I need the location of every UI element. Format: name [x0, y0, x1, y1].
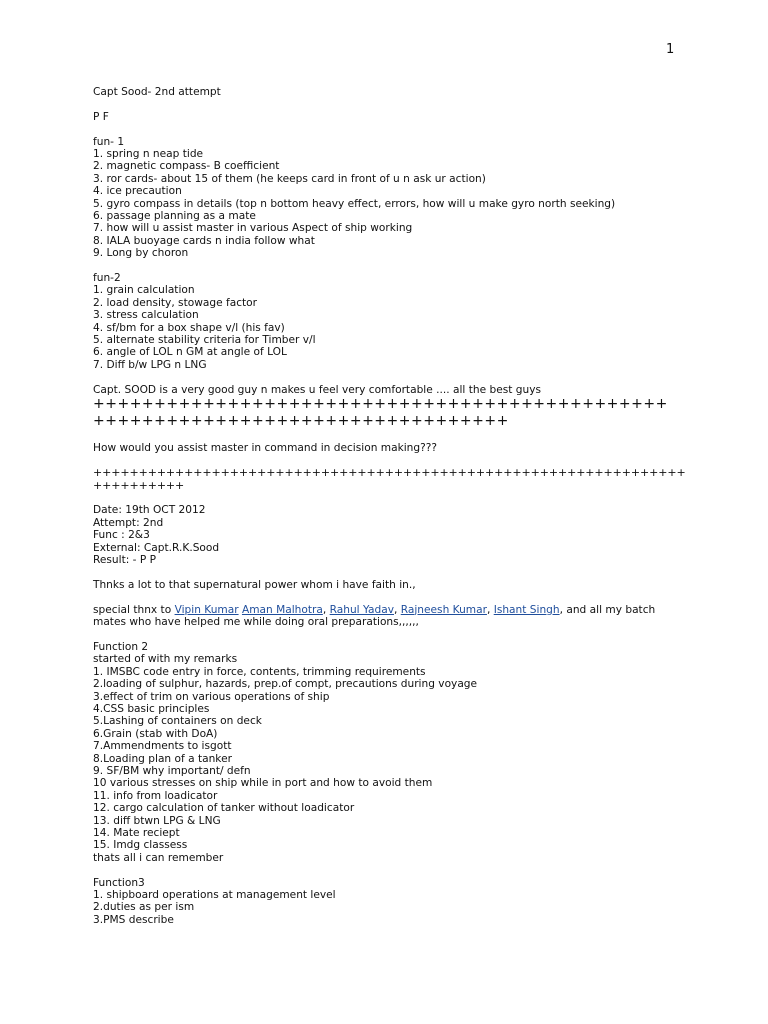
pf-line: P F	[93, 110, 109, 123]
plus-divider: ++++++++++	[93, 478, 185, 492]
special-thanks-prefix: special thnx to	[93, 603, 175, 616]
name-link-vipin[interactable]: Vipin Kumar	[174, 603, 239, 616]
name-link-rajneesh[interactable]: Rajneesh Kumar	[400, 603, 487, 616]
function2-title: Function 2	[93, 640, 149, 653]
page-number: 1	[666, 42, 675, 57]
list-item: 2.loading of sulphur, hazards, prep.of compt, precautions during voyage	[93, 678, 478, 691]
plus-divider: +++++++++++++++++++++++++++++++++++++++++++++++++++++++++++++++++	[93, 466, 686, 480]
list-item: 5. alternate stability criteria for Timber v/l	[93, 334, 316, 347]
list-item: 12. cargo calculation of tanker without loadicator	[93, 802, 355, 815]
doc-title: Capt Sood- 2nd attempt	[93, 86, 221, 98]
list-item: 2. load density, stowage factor	[93, 296, 258, 309]
fun1-title: fun- 1	[93, 135, 125, 148]
function2-outro: thats all i can remember	[93, 851, 224, 864]
list-item: 8. IALA buoyage cards n india follow what	[93, 234, 315, 247]
list-item: 3.PMS describe	[93, 913, 174, 926]
list-item: 4.CSS basic principles	[93, 702, 210, 715]
list-item: 1. spring n neap tide	[93, 148, 204, 160]
name-link-rahul[interactable]: Rahul Yadav	[329, 603, 394, 616]
special-thanks-line2: mates who have helped me while doing oral preparations,,,,,,	[93, 616, 419, 629]
list-item: 6. angle of LOL n GM at angle of LOL	[93, 346, 287, 359]
list-item: 5.Lashing of containers on deck	[93, 715, 262, 728]
thanks-text: Thnks a lot to that supernatural power whom i have faith in.,	[93, 578, 416, 591]
list-item: 4. ice precaution	[93, 185, 182, 198]
list-item: 13. diff btwn LPG & LNG	[93, 814, 221, 827]
list-item: 6.Grain (stab with DoA)	[93, 727, 218, 740]
special-thanks-suffix: , and all my batch	[559, 603, 656, 616]
special-thanks-line: special thnx to Vipin Kumar Aman Malhotra, Rahul Yadav, Rajneesh Kumar, Ishant Singh, and all my batch	[93, 603, 656, 616]
func-line: Func : 2&3	[93, 529, 150, 542]
fun2-title: fun-2	[93, 272, 121, 285]
list-item: 1. IMSBC code entry in force, contents, trimming requirements	[93, 665, 426, 678]
list-item: 14. Mate reciept	[93, 827, 180, 839]
list-item: 2.duties as per ism	[93, 901, 195, 914]
list-item: 7.Ammendments to isgott	[93, 740, 232, 753]
list-item: 8.Loading plan of a tanker	[93, 752, 232, 765]
function3-title: Function3	[93, 876, 145, 889]
plus-divider: +++++++++++++++++++++++++++++++++++++++++++++++	[93, 396, 668, 413]
list-item: 2. magnetic compass- B coefficient	[93, 160, 280, 173]
list-item: 3. ror cards- about 15 of them (he keeps card in front of u n ask ur action)	[93, 172, 486, 185]
function2-intro: started of with my remarks	[93, 653, 238, 666]
question-text: How would you assist master in command in decision making???	[93, 442, 437, 455]
list-item: 3.effect of trim on various operations of ship	[93, 690, 330, 703]
list-item: 4. sf/bm for a box shape v/l (his fav)	[93, 321, 285, 334]
document-body	[93, 86, 693, 926]
list-item: 9. Long by choron	[93, 247, 189, 260]
list-item: 3. stress calculation	[93, 309, 199, 322]
list-item: 5. gyro compass in details (top n bottom heavy effect, errors, how will u make gyro north seeking)	[93, 197, 616, 210]
plus-divider: ++++++++++++++++++++++++++++++++++	[93, 413, 509, 430]
list-item: 9. SF/BM why important/ defn	[93, 764, 251, 777]
list-item: 7. how will u assist master in various Aspect of ship working	[93, 222, 413, 235]
list-item: 15. Imdg classess	[93, 839, 188, 852]
name-link-aman[interactable]: Aman Malhotra	[241, 603, 323, 616]
remark-text: Capt. SOOD is a very good guy n makes u feel very comfortable .... all the best guys	[93, 383, 541, 396]
list-item: 7. Diff b/w LPG n LNG	[93, 358, 207, 371]
list-item: 6. passage planning as a mate	[93, 210, 256, 223]
result-line: Result: - P P	[93, 554, 157, 567]
list-item: 11. info from loadicator	[93, 789, 218, 802]
list-item: 1. shipboard operations at management level	[93, 889, 336, 902]
attempt-line: Attempt: 2nd	[93, 516, 164, 529]
external-line: External: Capt.R.K.Sood	[93, 541, 220, 554]
date-line: Date: 19th OCT 2012	[93, 504, 206, 517]
list-item: 1. grain calculation	[93, 284, 195, 297]
name-link-ishant[interactable]: Ishant Singh	[493, 603, 560, 616]
list-item: 10 various stresses on ship while in port and how to avoid them	[93, 777, 433, 790]
